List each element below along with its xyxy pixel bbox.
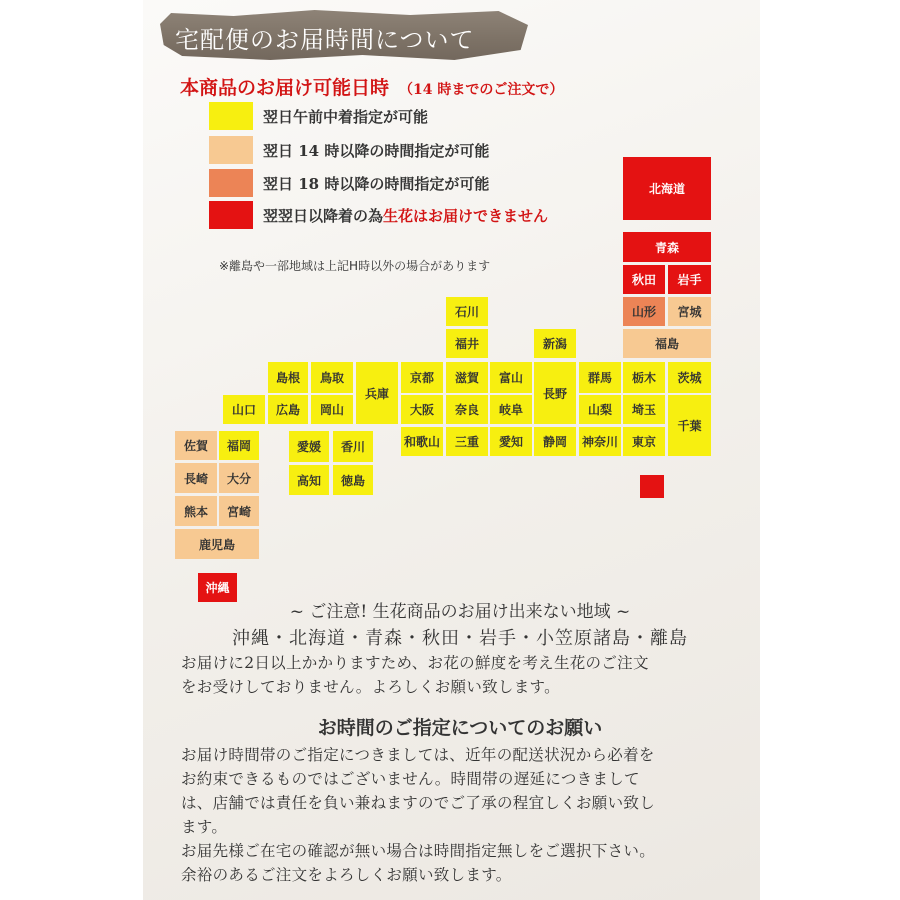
legend-label: 翌日 18 時以降の時間指定が可能 — [263, 175, 490, 193]
warning-regions: 沖縄・北海道・青森・秋田・岩手・小笠原諸島・離島 — [232, 628, 688, 649]
availability-heading — [180, 73, 563, 100]
region-osaka: 大阪 — [401, 395, 443, 424]
paragraph-line: ます。 — [181, 818, 228, 836]
region-iwate: 岩手 — [668, 265, 711, 294]
region-tokushima: 徳島 — [333, 465, 373, 495]
region-shimane: 島根 — [268, 362, 308, 393]
region-kagoshima: 鹿児島 — [175, 529, 259, 559]
region-oita: 大分 — [219, 463, 259, 493]
region-hokkaido: 北海道 — [623, 157, 711, 220]
region-miyazaki: 宮崎 — [219, 496, 259, 526]
region-fukushima: 福島 — [623, 329, 711, 358]
map-note: ※離島や一部地域は上記H時以外の場合があります — [219, 259, 491, 273]
region-miyagi: 宮城 — [668, 297, 711, 326]
region-tottori: 鳥取 — [311, 362, 353, 393]
region-kumamoto: 熊本 — [175, 496, 217, 526]
legend-item — [209, 169, 629, 201]
legend-label: 翌日 14 時以降の時間指定が可能 — [263, 142, 490, 160]
region-kagawa: 香川 — [333, 431, 373, 462]
legend-item — [209, 201, 629, 233]
request-title: お時間のご指定についてのお願い — [317, 717, 603, 739]
region-saga: 佐賀 — [175, 431, 217, 460]
region-tochigi: 栃木 — [623, 362, 665, 393]
region-okinawa: 沖縄 — [198, 573, 237, 602]
region-gunma: 群馬 — [579, 362, 621, 393]
region-saitama: 埼玉 — [623, 395, 665, 424]
region-fukui: 福井 — [446, 329, 488, 358]
region-chiba: 千葉 — [668, 395, 711, 456]
region-niigata: 新潟 — [534, 329, 576, 358]
banner-title: 宅配便のお届時間について — [175, 26, 475, 54]
region-ibaraki: 茨城 — [668, 362, 711, 393]
region-hyogo: 兵庫 — [356, 362, 398, 424]
region-fukuoka: 福岡 — [219, 431, 259, 460]
availability-subtitle: （14 時までのご注文で） — [399, 82, 564, 98]
region-hiroshima: 広島 — [268, 395, 308, 424]
region-kanagawa: 神奈川 — [579, 427, 621, 456]
warning-title: ~ ご注意! 生花商品のお届け出来ない地域 ~ — [289, 602, 631, 622]
legend-label — [263, 205, 548, 226]
legend-label-prefix: 翌翌日以降着の為 — [263, 207, 384, 225]
region-yamagata: 山形 — [623, 297, 665, 326]
region-nara: 奈良 — [446, 395, 488, 424]
region-kochi: 高知 — [289, 465, 329, 495]
legend-swatch-red — [209, 201, 253, 229]
region-yamaguchi: 山口 — [223, 395, 265, 424]
region-ehime: 愛媛 — [289, 431, 329, 462]
region-shizuoka: 静岡 — [534, 427, 576, 456]
region-aichi: 愛知 — [490, 427, 532, 456]
region-toyama: 富山 — [490, 362, 532, 393]
paragraph-line: お届先様ご在宅の確認が無い場合は時間指定無しをご選択下さい。 — [181, 842, 656, 860]
region-akita: 秋田 — [623, 265, 665, 294]
region-nagano: 長野 — [534, 362, 576, 424]
region-tokyo: 東京 — [623, 427, 665, 456]
legend-item — [209, 102, 629, 134]
paragraph-line: お届け時間帯のご指定につきましては、近年の配送状況から必着を — [181, 746, 655, 764]
request-paragraph — [181, 743, 751, 887]
paragraph-line: をお受けしておりません。よろしくお願い致します。 — [181, 678, 560, 696]
region-okayama: 岡山 — [311, 395, 353, 424]
legend-label-warning: 生花はお届けできません — [383, 207, 549, 225]
availability-title: 本商品のお届け可能日時 — [180, 77, 390, 99]
region-nagasaki: 長崎 — [175, 463, 217, 493]
region-yamanashi: 山梨 — [579, 395, 621, 424]
region-wakayama: 和歌山 — [401, 427, 443, 456]
region-aomori: 青森 — [623, 232, 711, 262]
legend-swatch-peach — [209, 136, 253, 164]
region-ogasawara-islands — [640, 475, 664, 498]
region-gifu: 岐阜 — [490, 395, 532, 424]
legend-swatch-yellow — [209, 102, 253, 130]
legend-label: 翌日午前中着指定が可能 — [263, 108, 429, 126]
paragraph-line: お約束できるものではございません。時間帯の遅延につきまして — [181, 770, 640, 788]
paragraph-line: は、店舗では責任を負い兼ねますのでご了承の程宜しくお願い致し — [181, 794, 656, 812]
legend-item — [209, 136, 629, 168]
region-kyoto: 京都 — [401, 362, 443, 393]
region-shiga: 滋賀 — [446, 362, 488, 393]
region-ishikawa: 石川 — [446, 297, 488, 326]
legend-swatch-orange — [209, 169, 253, 197]
paragraph-line: お届けに2日以上かかりますため、お花の鮮度を考え生花のご注文 — [181, 654, 649, 672]
warning-paragraph — [181, 651, 751, 699]
paragraph-line: 余裕のあるご注文をよろしくお願い致します。 — [181, 866, 512, 884]
region-mie: 三重 — [446, 427, 488, 456]
